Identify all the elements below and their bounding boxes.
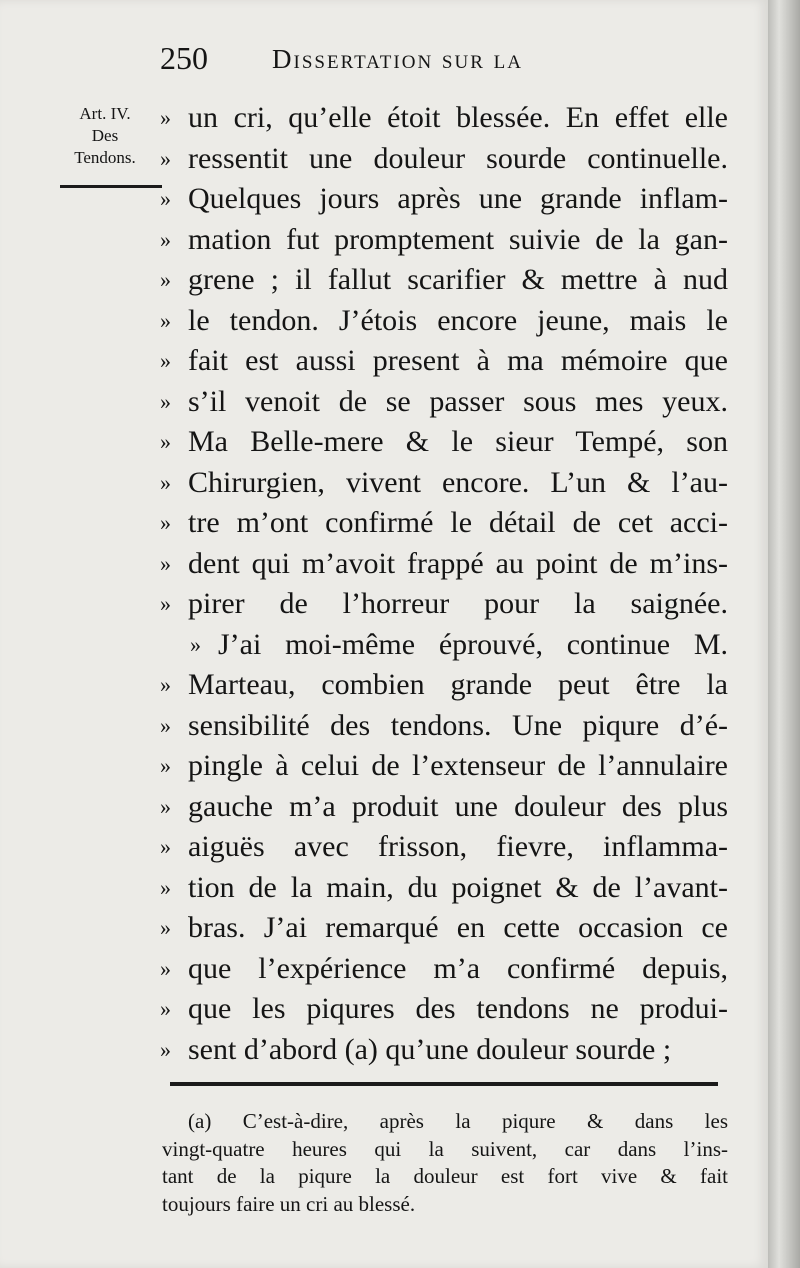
line-text: pingle à celui de l’extenseur de l’annulaire — [188, 749, 728, 782]
quote-mark: » — [160, 1036, 171, 1062]
text-line — [160, 503, 728, 544]
line-text: un cri, qu’elle étoit blessée. En effet elle — [188, 101, 728, 134]
running-head: Dissertation sur la — [272, 44, 523, 74]
quote-mark: » — [160, 550, 171, 576]
line-text: que les piqures des tendons ne produi- — [188, 992, 728, 1025]
text-line — [160, 949, 728, 990]
quote-mark: » — [160, 307, 171, 333]
page-header — [160, 40, 630, 80]
quote-mark: » — [160, 955, 171, 981]
quote-mark: » — [160, 469, 171, 495]
quote-mark: » — [160, 834, 171, 859]
quote-mark: » — [160, 591, 171, 616]
margin-subject: Tendons. — [74, 148, 136, 167]
quote-mark: » — [160, 388, 171, 414]
line-text: aiguës avec frisson, fievre, inflamma- — [188, 830, 728, 863]
line-text: le tendon. J’étois encore jeune, mais le — [188, 303, 728, 337]
quote-mark: » — [160, 793, 171, 819]
margin-rule — [60, 185, 162, 188]
line-text: grene ; il fallut scarifier & mettre à nud — [188, 263, 728, 296]
line-text: s’il venoit de se passer sous mes yeux. — [188, 384, 728, 418]
line-text: mation fut promptement suivie de la gan- — [188, 222, 728, 256]
footnote-line: toujours faire un cri au blessé. — [162, 1191, 416, 1216]
line-text: gauche m’a produit une douleur des plus — [188, 789, 728, 823]
line-text: Ma Belle-mere & le sieur Tempé, son — [188, 425, 728, 458]
text-line — [160, 1030, 728, 1071]
footnote-rule — [170, 1082, 718, 1086]
margin-des: Des — [91, 126, 119, 145]
line-text: dent qui m’avoit frappé au point de m’ins- — [188, 546, 728, 580]
margin-article: Art. IV. — [79, 104, 131, 123]
text-line — [160, 422, 728, 463]
text-line — [160, 787, 728, 828]
quote-mark: » — [160, 510, 171, 535]
text-line — [160, 989, 728, 1030]
quote-mark: » — [160, 874, 171, 900]
footnote-line: vingt-quatre heures qui la suivent, car dans l’ins- — [162, 1136, 728, 1161]
quote-mark: » — [160, 105, 171, 130]
page-number: 250 — [160, 40, 208, 76]
text-line — [160, 746, 728, 787]
footnote-line: tant de la piqure la douleur est fort vive & fait — [162, 1164, 728, 1188]
line-text: tion de la main, du poignet & de l’avant- — [188, 870, 728, 904]
facing-page-edge — [768, 0, 800, 1268]
line-text: ressentit une douleur sourde continuelle. — [188, 141, 728, 175]
line-text: Marteau, combien grande peut être la — [188, 668, 728, 701]
body-text — [160, 98, 728, 1070]
text-line — [160, 98, 728, 139]
quote-mark: » — [160, 672, 171, 697]
line-text: sensibilité des tendons. Une piqure d’é- — [188, 708, 728, 742]
text-line — [160, 260, 728, 301]
text-line — [160, 868, 728, 909]
text-line — [160, 584, 728, 625]
text-line — [160, 139, 728, 180]
line-text: Quelques jours après une grande inflam- — [188, 182, 728, 215]
text-line — [160, 665, 728, 706]
text-line — [160, 908, 728, 949]
quote-mark: » — [160, 429, 171, 454]
quote-mark: » — [160, 753, 171, 778]
text-line — [160, 301, 728, 342]
quote-mark: » — [160, 915, 171, 940]
text-line — [160, 463, 728, 504]
quote-mark: » — [190, 631, 201, 657]
line-text: pirer de l’horreur pour la saignée. — [188, 587, 728, 620]
quote-mark: » — [160, 996, 171, 1021]
line-text: fait est aussi present à ma mémoire que — [188, 344, 728, 377]
quote-mark: » — [160, 145, 171, 171]
text-line — [160, 706, 728, 747]
text-line — [160, 544, 728, 585]
text-line — [160, 625, 728, 666]
quote-mark: » — [160, 267, 171, 292]
margin-note — [55, 103, 155, 169]
text-line — [160, 382, 728, 423]
footnote — [162, 1108, 728, 1218]
line-text: bras. J’ai remarqué en cette occasion ce — [188, 911, 728, 944]
quote-mark: » — [160, 186, 171, 211]
text-line — [160, 827, 728, 868]
quote-mark: » — [160, 348, 171, 373]
line-text: J’ai moi-même éprouvé, continue M. — [218, 627, 728, 661]
quote-mark: » — [160, 712, 171, 738]
line-text: sent d’abord (a) qu’une douleur sourde ; — [188, 1032, 672, 1066]
text-line — [160, 220, 728, 261]
line-text: tre m’ont confirmé le détail de cet acci- — [188, 506, 728, 539]
line-text: que l’expérience m’a confirmé depuis, — [188, 951, 728, 985]
text-line — [160, 341, 728, 382]
quote-mark: » — [160, 226, 171, 252]
footnote-line: (a) C’est-à-dire, après la piqure & dans les — [188, 1109, 728, 1133]
line-text: Chirurgien, vivent encore. L’un & l’au- — [188, 465, 728, 499]
text-line — [160, 179, 728, 220]
